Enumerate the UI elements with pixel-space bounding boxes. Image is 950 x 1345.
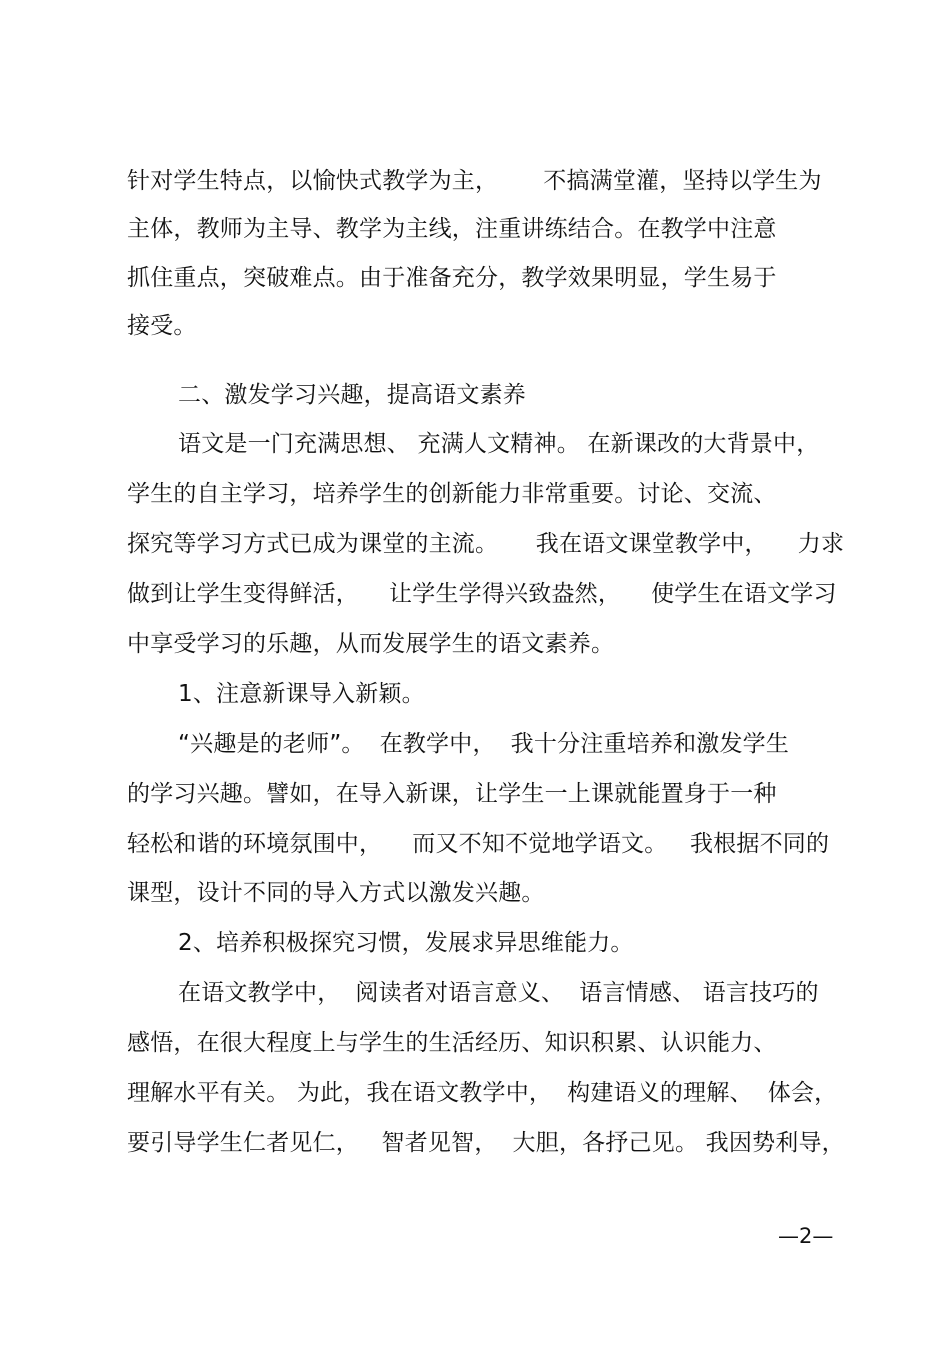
text-line-7: 学生的自主学习，培养学生的创新能力非常重要。讨论、交流、 [127,481,777,507]
text-line-15: 课型，设计不同的导入方式以激发兴趣。 [127,880,545,906]
text-line-10: 中享受学习的乐趣，从而发展学生的语文素养。 [127,631,615,657]
page-number: —2— [778,1224,834,1248]
subheading-1: 1、注意新课导入新颖。 [178,681,425,707]
subheading-2: 2、培养积极探究习惯，发展求异思维能力。 [178,930,634,956]
text-line-19: 理解水平有关。 为此，我在语文教学中， 构建语义的理解、 体会， [127,1080,838,1106]
text-line-6: 语文是一门充满思想、 充满人文精神。 在新课改的大背景中， [178,431,820,457]
text-line-18: 感悟，在很大程度上与学生的生活经历、知识积累、认识能力、 [127,1030,777,1056]
section-heading: 二、激发学习兴趣，提高语文素养 [178,382,526,408]
text-line-1: 针对学生特点，以愉快式教学为主， 不搞满堂灌，坚持以学生为 [127,168,822,194]
text-line-3: 抓住重点，突破难点。由于准备充分，教学效果明显，学生易于 [127,265,777,291]
text-line-9: 做到让学生变得鲜活， 让学生学得兴致盎然， 使学生在语文学习 [127,581,837,607]
text-line-8: 探究等学习方式已成为课堂的主流。 我在语文课堂教学中， 力求 [127,531,845,557]
text-line-20: 要引导学生仁者见仁， 智者见智， 大胆，各抒己见。 我因势利导， [127,1130,845,1156]
text-line-13: 的学习兴趣。譬如，在导入新课，让学生一上课就能置身于一种 [127,781,777,807]
text-line-14: 轻松和谐的环境氛围中， 而又不知不觉地学语文。 我根据不同的 [127,831,830,857]
text-line-12: “兴趣是的老师”。 在教学中， 我十分注重培养和激发学生 [178,731,790,757]
text-line-2: 主体，教师为主导、教学为主线，注重讲练结合。在教学中注意 [127,216,777,242]
text-line-17: 在语文教学中， 阅读者对语言意义、 语言情感、 语言技巧的 [178,980,819,1006]
text-line-4: 接受。 [127,313,197,339]
